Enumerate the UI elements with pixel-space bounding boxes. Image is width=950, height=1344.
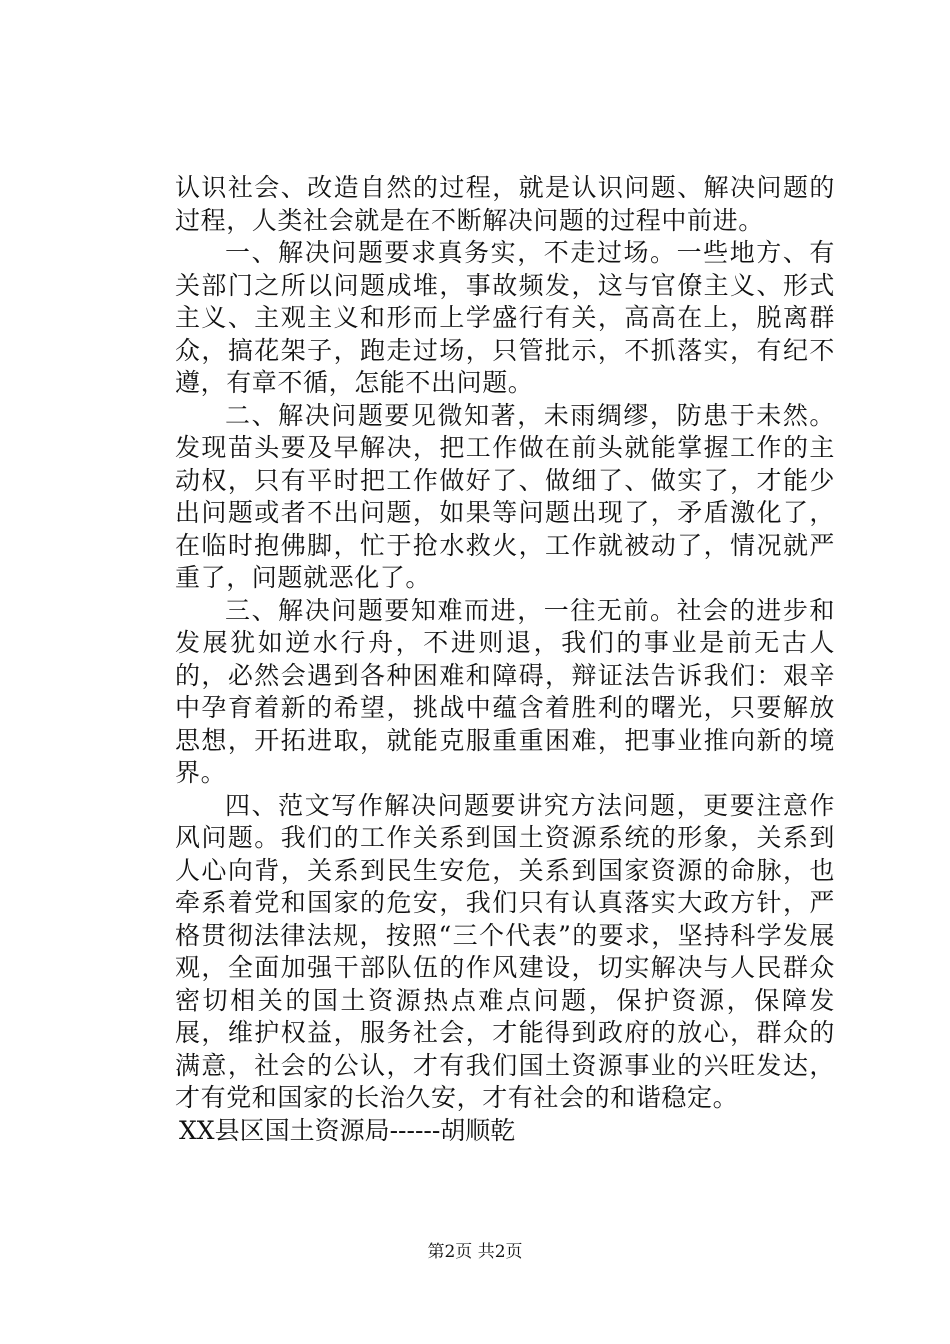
paragraph-point-2: 二、解决问题要见微知著，未雨绸缪，防患于未然。发现苗头要及早解决，把工作做在前头就能掌握工作的主动权，只有平时把工作做好了、做细了、做实了，才能少出问题或者不出问题，如果等问题出现了，矛盾激化了，在临时抱佛脚，忙于抢水救火，工作就被动了，情况就严重了，问题就恶化了。 (175, 400, 835, 592)
paragraph-point-3: 三、解决问题要知难而进，一往无前。社会的进步和发展犹如逆水行舟，不进则退，我们的事业是前无古人的，必然会遇到各种困难和障碍，辩证法告诉我们：艰辛中孕育着新的希望，挑战中蕴含着胜利的曙光，只要解放思想，开拓进取，就能克服重重困难，把事业推向新的境界。 (175, 595, 835, 787)
page-footer: 第2页 共2页 (427, 1242, 523, 1262)
paragraph-point-1: 一、解决问题要求真务实，不走过场。一些地方、有关部门之所以问题成堆，事故频发，这与官僚主义、形式主义、主观主义和形而上学盛行有关，高高在上，脱离群众，搞花架子，跑走过场，只管批示，不抓落实，有纪不遵，有章不循，怎能不出问题。 (175, 238, 835, 397)
document-body (175, 172, 835, 1147)
paragraph-point-4: 四、范文写作解决问题要讲究方法问题，更要注意作风问题。我们的工作关系到国土资源系统的形象，关系到人心向背，关系到民生安危，关系到国家资源的命脉，也牵系着党和国家的危安，我们只有认真落实大政方针，严格贯彻法律法规，按照“三个代表”的要求，坚持科学发展观，全面加强干部队伍的作风建设，切实解决与人民群众密切相关的国土资源热点难点问题，保护资源，保障发展，维护权益，服务社会，才能得到政府的放心，群众的满意，社会的公认，才有我们国土资源事业的兴旺发达，才有党和国家的长治久安，才有社会的和谐稳定。 (175, 790, 835, 1112)
paragraph-intro: 认识社会、改造自然的过程，就是认识问题、解决问题的过程，人类社会就是在不断解决问题的过程中前进。 (175, 173, 835, 235)
signature-line: XX县区国土资源局------胡顺乾 (179, 1115, 516, 1145)
